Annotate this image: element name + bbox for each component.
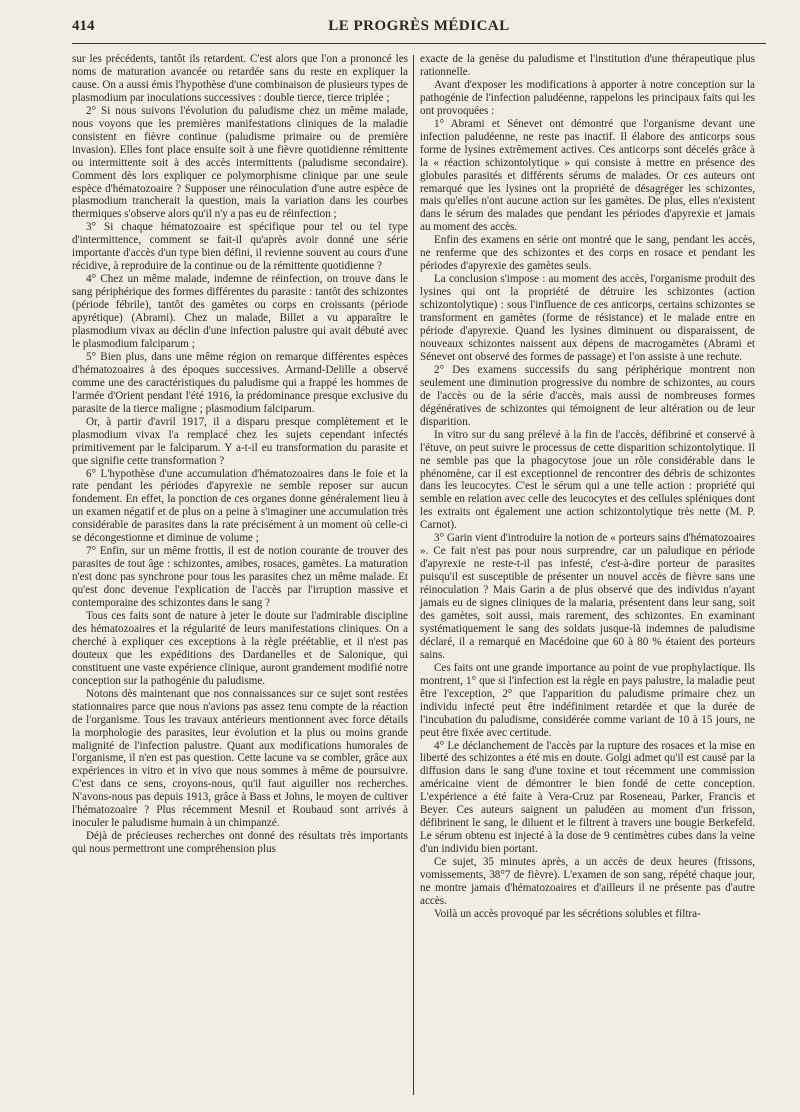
- paragraph: 1° Abrami et Sénevet ont démontré que l'organisme devant une infection paludéenne, ne reste pas inactif. Il élabore des anticorps sous forme de lysines extrêmement actives. Ces anticorps sont décelés grâce à la « réaction schizontolytique » qui consiste à mettre en présence des globules parasités et différents sérums de malades. Or ces auteurs ont remarqué que les lysines ont la propriété de désagréger les schizontes, mais qu'elles n'ont aucune action sur les gamètes. De plus, elles n'existent dans le sérum des malades que pendant les périodes d'apyrexie et jamais au moment des accès.: [420, 117, 755, 234]
- paragraph: 4° Chez un même malade, indemne de réinfection, on trouve dans le sang périphérique des formes différentes du parasite : tantôt des schizontes (période fébrile), tantôt des gamètes ou corps en croissants (période apyrétique) (Abrami). Chez un malade, Billet a vu apparaître le plasmodium vivax au déclin d'une infection palustre qui avait débuté avec le plasmodium falciparum ;: [72, 273, 408, 350]
- right-column: [414, 53, 755, 1112]
- paragraph: La conclusion s'impose : au moment des accès, l'organisme produit des lysines qui ont la propriété de détruire les schizontes (action schizontolytique) : sous l'influence de ces anticorps, certains schizontes se transforment en gamètes (forme de résistance) et le malade entre en période d'apyrexie. Quand les lysines diminuent ou disparaissent, de nouveaux schizontes naissent aux dépens de macrogamètes (Abrami et Sénevet ont observé des formes de passage) et l'on assiste à une rechute.: [420, 273, 755, 363]
- paragraph: Avant d'exposer les modifications à apporter à notre conception sur la pathogénie de l'infection paludéenne, rappelons les principaux faits qui les ont provoquées :: [420, 78, 755, 117]
- paragraph: 3° Si chaque hématozoaire est spécifique pour tel ou tel type d'intermittence, comment se fait-il qu'après avoir donné une série importante d'accès d'un type bien défini, il revienne souvent au cours d'une récidive, à reproduire de la continue ou de la rémittente quotidienne ?: [72, 221, 408, 273]
- page-number: 414: [72, 18, 95, 34]
- left-column: [72, 53, 413, 1112]
- paragraph: In vitro sur du sang prélevé à la fin de l'accès, défibriné et conservé à l'étuve, on peut suivre le processus de cette disparition schizontolytique. Il ne semble pas que la phagocytose joue un rôle considérable dans le phénomène, car il est exceptionnel de rencontrer des débris de schizontes dans les leucocytes. C'est le sérum qui a une telle action : propriété qui semble en relation avec celle des leucocytes et des cellules spléniques dont les extraits ont également une action schizontolytique très nette (M. P. Carnot).: [420, 428, 755, 532]
- paragraph: 2° Si nous suivons l'évolution du paludisme chez un même malade, nous voyons que les premières manifestations cliniques de la maladie consistent en fièvre continue (paludisme primaire ou de première invasion). Elles font place ensuite soit à une fièvre quotidienne rémittente ou intermittente soit à des accès intermittents (paludisme secondaire). Comment dès lors expliquer ce polymorphisme clinique par une seule espèce d'hématozoaire ? Supposer une réinoculation d'une autre espèce de plasmodium trancherait la question, mais la variation dans les courbes thermiques s'observe alors qu'il n'y a pas eu de réinfection ;: [72, 104, 408, 221]
- paragraph: Ces faits ont une grande importance au point de vue prophylactique. Ils montrent, 1° que si l'infection est la règle en pays palustre, la maladie peut être l'exception, 2° que l'apparition du paludisme primaire chez un individu infecté peut être indéfiniment retardée et que la durée de l'incubation du paludisme, considérée comme variant de 10 à 15 jours, ne peut être fixée avec certitude.: [420, 661, 755, 739]
- paragraph: 4° Le déclanchement de l'accès par la rupture des rosaces et la mise en liberté des schizontes a été mis en doute. Golgi admet qu'il est causé par la diffusion dans le sang d'une toxine et tout récemment une commission américaine vient de démontrer le bien fondé de cette conception. L'expérience a été faite à Vera-Cruz par Roseneau, Parker, Francis et Beyer. Ces auteurs saignent un paludéen au moment d'un frisson, défibrinent le sang, le diluent et le filtrent à travers une bougie Berkefeld. Le sérum obtenu est injecté à la dose de 9 centimètres cubes dans la veine d'un individu bien portant.: [420, 739, 755, 856]
- paragraph: Enfin des examens en série ont montré que le sang, pendant les accès, ne renferme que des schizontes et des corps en rosace et pendant les périodes d'apyrexie des gamètes seuls.: [420, 234, 755, 273]
- running-header: [72, 16, 766, 44]
- journal-title: LE PROGRÈS MÉDICAL: [328, 18, 510, 34]
- paragraph: 3° Garin vient d'introduire la notion de « porteurs sains d'hématozoaires ». Ce fait n'est pas pour nous surprendre, car un paludique en période d'apyrexie ne reste-t-il pas infesté, c'est-à-dire porteur de parasites puisqu'il est susceptible de présenter un nouvel accès de fièvre sans une réinoculation ? Mais Garin a de plus observé que des individus n'ayant jamais eu de signes cliniques de la malaria, présentent dans leur sang, soit des gamètes, soit aussi, mais rarement, des schizontes. En examinant systématiquement le sang des soldats jusque-là indemnes de paludisme déclaré, il a remarqué en Macédoine que 60 à 80 % étaient des porteurs sains.: [420, 532, 755, 661]
- paragraph: sur les précédents, tantôt ils retardent. C'est alors que l'on a prononcé les noms de maturation avancée ou retardée sans du reste en expliquer la cause. On a aussi émis l'hypothèse d'une combinaison de plusieurs types de plasmodium par inoculations successives : double tierce, tierce triplée ;: [72, 53, 408, 104]
- paragraph: Tous ces faits sont de nature à jeter le doute sur l'admirable discipline des hématozoaires et la régularité de leurs manifestations cliniques. On a cherché à expliquer ces exceptions à la règle préétablie, et il n'est pas douteux que les expéditions des Dardanelles et de Salonique, qui constituent une vaste expérience clinique, auront grandement modifié notre conception sur la pathogénie du paludisme.: [72, 609, 408, 687]
- paragraph: 6° L'hypothèse d'une accumulation d'hématozoaires dans le foie et la rate pendant les périodes d'apyrexie ne semble reposer sur aucun fondement. En effet, la ponction de ces organes donne généralement lieu à un examen négatif et de plus on a peine à s'imaginer une accumulation très considérable de parasites dans la rate précisément à un moment où celle-ci se décongestionne et diminue de volume ;: [72, 467, 408, 545]
- paragraph: 5° Bien plus, dans une même région on remarque différentes espèces d'hématozoaires à des époques successives. Armand-Delille a observé comme une des caractéristiques du paludisme qui a frappé les hommes de l'armée d'Orient pendant l'été 1916, la prédominance presque exclusive du parasite de la tierce maligne ; plasmodium falciparum.: [72, 350, 408, 415]
- paragraph: 2° Des examens successifs du sang périphérique montrent non seulement une diminution progressive du nombre de schizontes, au cours de l'accès ou de la série d'accès, mais aussi de nombreuses formes dégénératives de schizontes qui témoignent de leur altération ou de leur disparition.: [420, 363, 755, 428]
- paragraph: Or, à partir d'avril 1917, il a disparu presque complètement et le plasmodium vivax l'a remplacé chez les sujets cependant infectés primitivement par le falciparum. Y a-t-il eu transformation du parasite et que signifie cette transformation ?: [72, 415, 408, 467]
- text-columns: [72, 53, 766, 1112]
- paragraph: Ce sujet, 35 minutes après, a un accès de deux heures (frissons, vomissements, 38°7 de fièvre). L'examen de son sang, répété chaque jour, ne montre jamais d'hématozoaires et d'ailleurs il ne présente pas d'autre accès.: [420, 856, 755, 907]
- paragraph: 7° Enfin, sur un même frottis, il est de notion courante de trouver des parasites de tout âge : schizontes, amibes, rosaces, gamètes. La maturation n'est donc pas synchrone pour tous les parasites chez un même malade. Et qu'est donc devenue l'explication de l'accès par l'irruption massive et contemporaine des schizontes dans le sang ?: [72, 545, 408, 610]
- paragraph: Déjà de précieuses recherches ont donné des résultats très importants qui nous permettront une compréhension plus: [72, 830, 408, 856]
- paragraph: Voilà un accès provoqué par les sécrétions solubles et filtra-: [434, 907, 701, 920]
- paragraph: exacte de la genèse du paludisme et l'institution d'une thérapeutique plus rationnelle.: [420, 53, 755, 78]
- paragraph: Notons dès maintenant que nos connaissances sur ce sujet sont restées stationnaires parce que nous n'avions pas assez tenu compte de la réaction de l'organisme. Tous les travaux antérieurs mentionnent avec force détails la morphologie des parasites, leur évolution et la plus ou moins grande malignité de l'infection palustre. Quant aux modifications humorales de l'organisme, il n'en est pas question. Cette lacune va se combler, grâce aux expériences in vitro et in vivo que nous sommes à même de poursuivre. C'est dans ce sens, croyons-nous, qu'il faut aiguiller nos recherches. N'avons-nous pas depuis 1913, grâce à Bass et Johns, le moyen de cultiver l'hématozoaire ? Plus récemment Mesnil et Roubaud sont arrivés à inoculer le paludisme humain à un chimpanzé.: [72, 687, 408, 830]
